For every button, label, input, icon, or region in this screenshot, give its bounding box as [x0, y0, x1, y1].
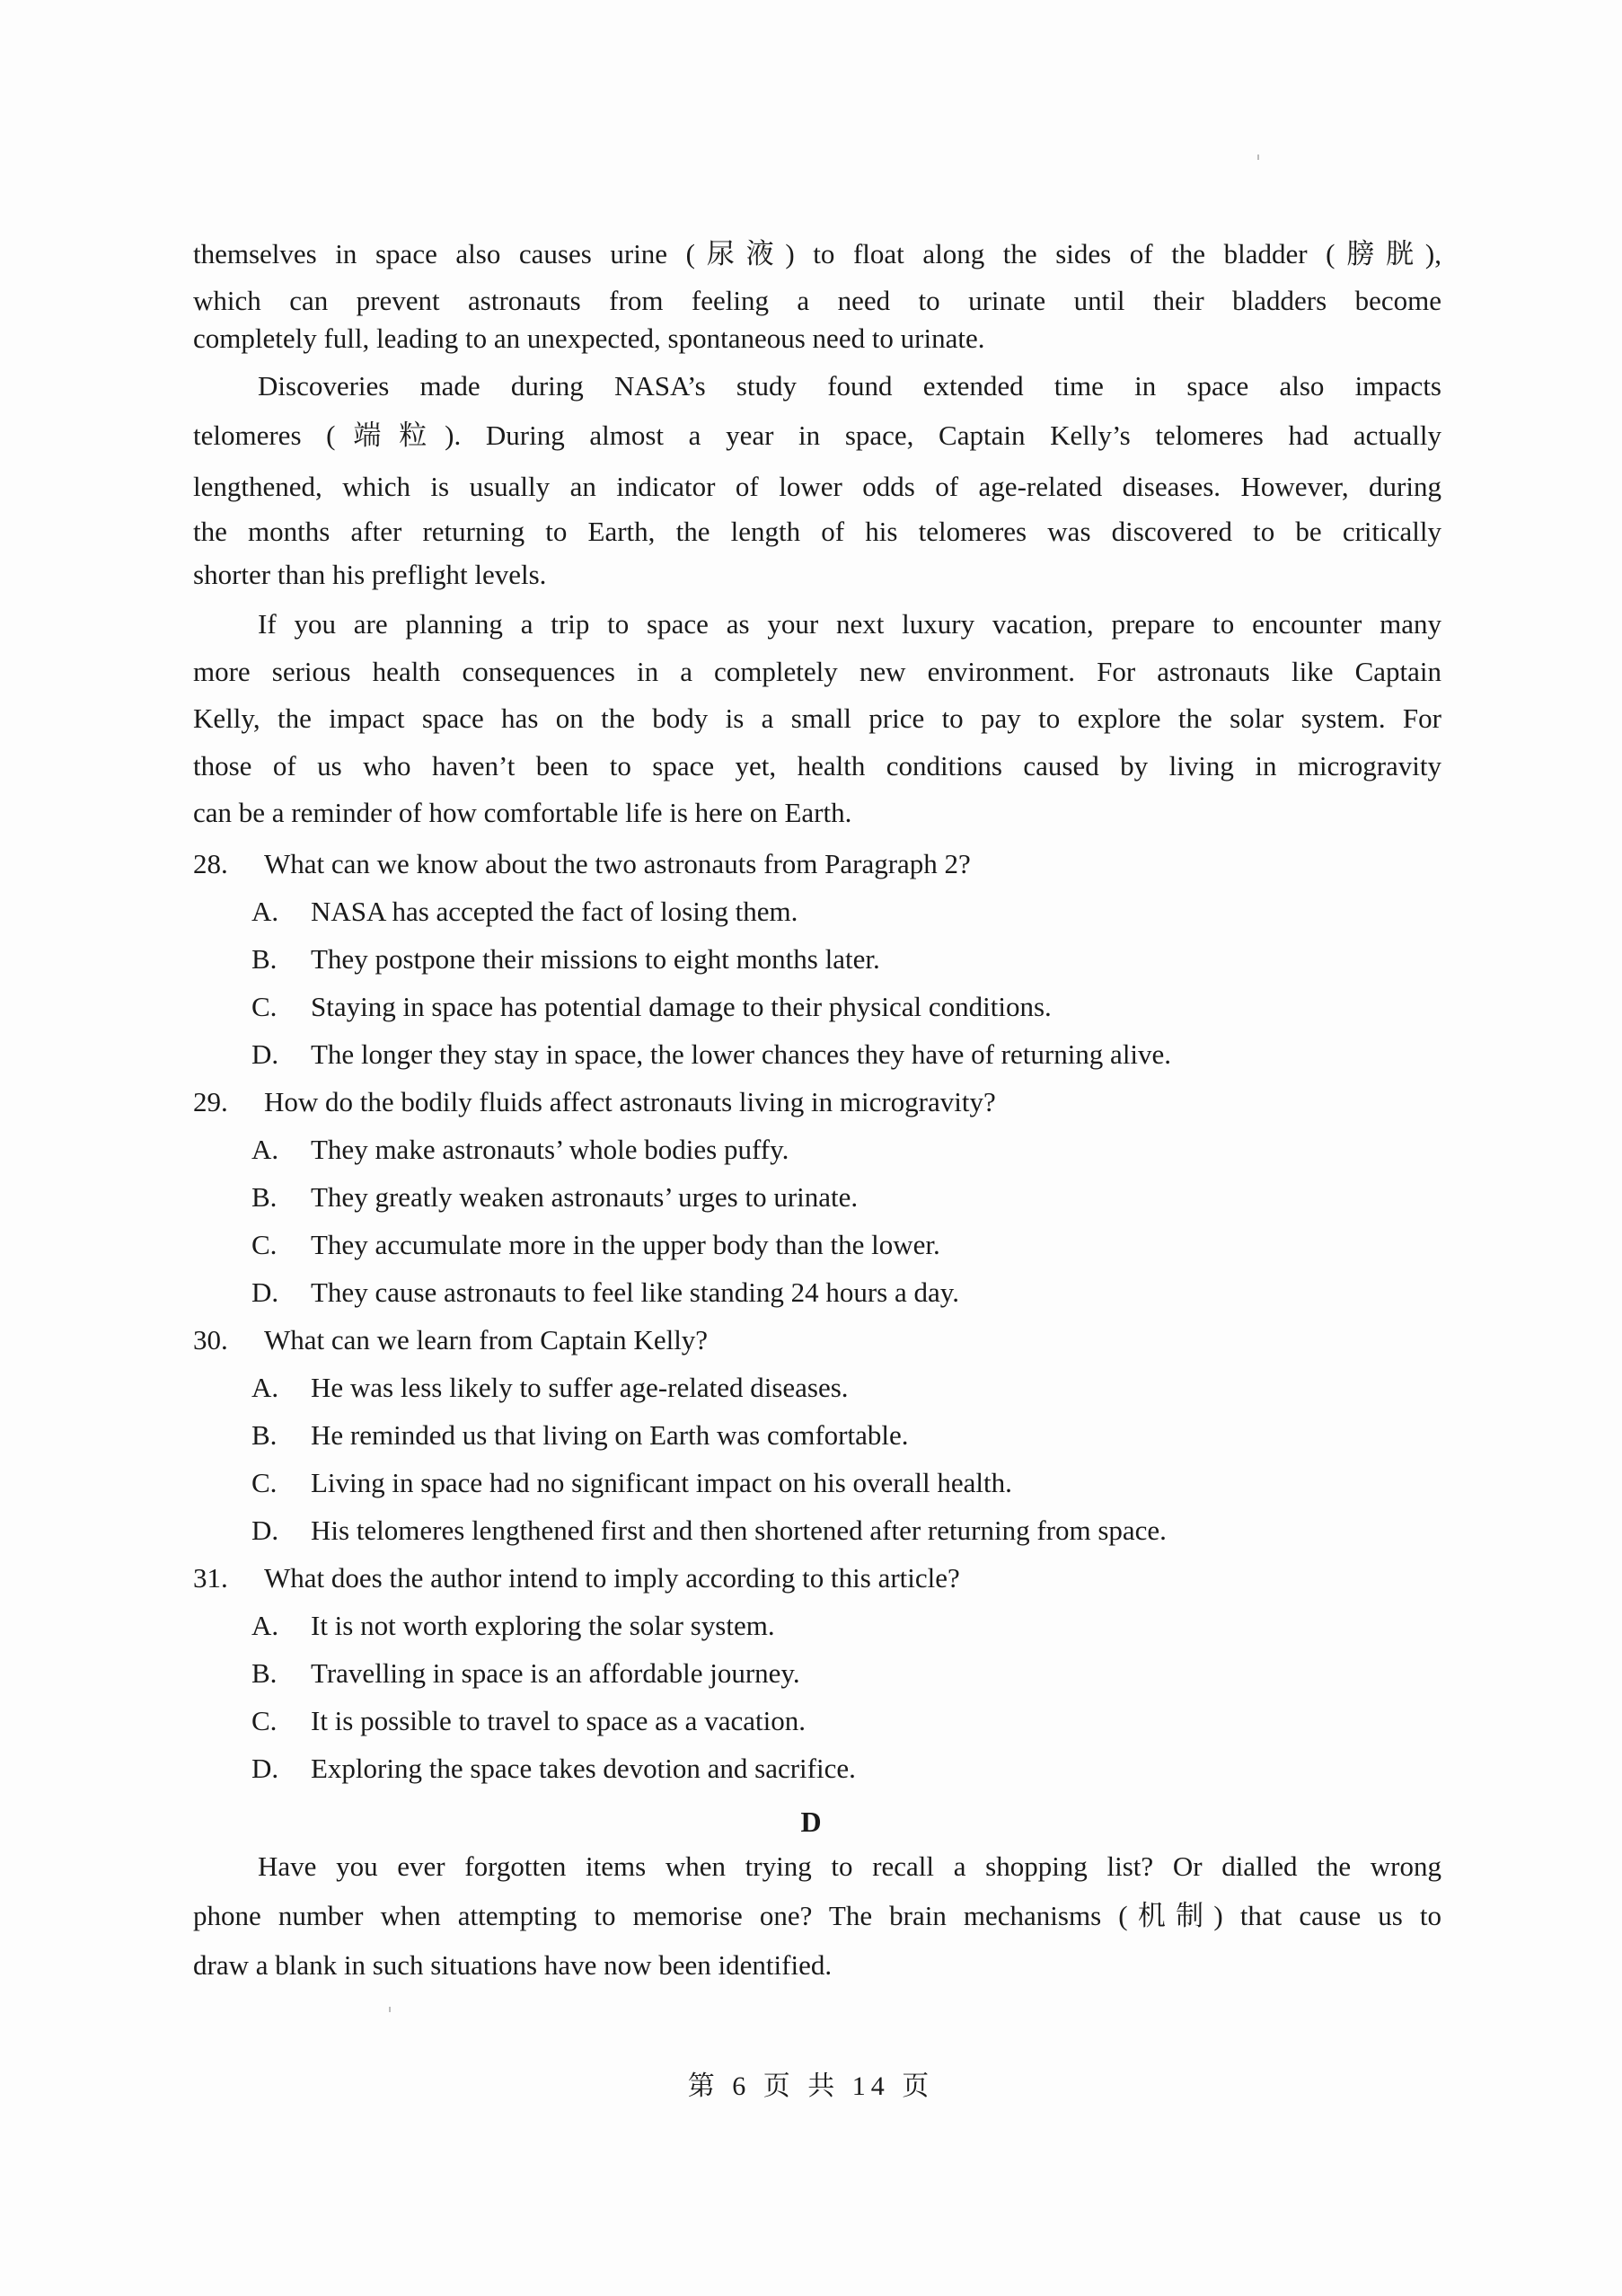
option-text: Travelling in space is an affordable journey. [311, 1657, 800, 1689]
option-letter: C. [251, 1467, 278, 1498]
option-letter: A. [251, 1134, 279, 1165]
option-letter: A. [251, 896, 279, 927]
option-text: Living in space had no significant impact on his overall health. [311, 1467, 1012, 1498]
option-text: The longer they stay in space, the lower chances they have of returning alive. [311, 1038, 1172, 1070]
passage-c-p2-line-2: telomeres (端粒). During almost a year in space, Captain Kelly’s telomeres had actually [193, 419, 1441, 451]
passage-c-p1-line-1: themselves in space also causes urine (尿液) to float along the sides of the bladder (膀胱), [193, 238, 1441, 269]
option-letter: C. [251, 991, 278, 1022]
passage-c-p2-line-3: lengthened, which is usually an indicator of lower odds of age-related diseases. However, during [193, 471, 1441, 502]
option-letter: D. [251, 1514, 279, 1546]
option-letter: A. [251, 1372, 279, 1403]
passage-d-p1-line-1: Have you ever forgotten items when trying to recall a shopping list? Or dialled the wrong [258, 1850, 1441, 1882]
question-text: What does the author intend to imply according to this article? [264, 1562, 960, 1594]
option-letter: B. [251, 1657, 278, 1689]
passage-c-p3-line-2: more serious health consequences in a completely new environment. For astronauts like Captain [193, 656, 1441, 687]
question-number: 28. [193, 848, 228, 879]
option-letter: D. [251, 1753, 279, 1784]
option-letter: C. [251, 1705, 278, 1736]
option-letter: C. [251, 1229, 278, 1260]
option-letter: A. [251, 1610, 279, 1641]
option-text: They accumulate more in the upper body than the lower. [311, 1229, 940, 1260]
passage-c-p3-line-5: can be a reminder of how comfortable life is here on Earth. [193, 797, 852, 828]
question-number: 30. [193, 1324, 228, 1356]
passage-d-p1-line-2: phone number when attempting to memorise one? The brain mechanisms (机制) that cause us to [193, 1900, 1441, 1931]
option-letter: B. [251, 943, 278, 975]
question-text: What can we learn from Captain Kelly? [264, 1324, 709, 1356]
passage-c-p3-line-3: Kelly, the impact space has on the body is a small price to pay to explore the solar system. For [193, 702, 1441, 734]
option-letter: D. [251, 1276, 279, 1308]
option-letter: B. [251, 1419, 278, 1451]
option-text: They greatly weaken astronauts’ urges to urinate. [311, 1181, 859, 1213]
option-text: It is not worth exploring the solar system. [311, 1610, 775, 1641]
question-number: 29. [193, 1086, 228, 1117]
passage-c-p1-line-2: which can prevent astronauts from feeling a need to urinate until their bladders become [193, 285, 1441, 316]
option-text: They make astronauts’ whole bodies puffy. [311, 1134, 789, 1165]
page-number-footer: 第 6 页 共 14 页 [687, 2071, 935, 2101]
option-text: He reminded us that living on Earth was comfortable. [311, 1419, 909, 1451]
question-text: What can we know about the two astronauts from Paragraph 2? [264, 848, 971, 879]
scan-mark [389, 2007, 391, 2012]
passage-c-p2-line-1: Discoveries made during NASA’s study found extended time in space also impacts [258, 370, 1441, 402]
question-text: How do the bodily fluids affect astronauts living in microgravity? [264, 1086, 996, 1117]
option-text: They cause astronauts to feel like standing 24 hours a day. [311, 1276, 959, 1308]
passage-c-p1-line-3: completely full, leading to an unexpected, spontaneous need to urinate. [193, 322, 985, 354]
option-text: NASA has accepted the fact of losing them. [311, 896, 798, 927]
passage-d-heading: D [800, 1806, 822, 1838]
option-text: Exploring the space takes devotion and sacrifice. [311, 1753, 856, 1784]
passage-d-p1-line-3: draw a blank in such situations have now been identified. [193, 1949, 833, 1981]
passage-c-p3-line-1: If you are planning a trip to space as your next luxury vacation, prepare to encounter many [258, 608, 1441, 640]
option-text: They postpone their missions to eight months later. [311, 943, 880, 975]
question-number: 31. [193, 1562, 228, 1594]
option-text: He was less likely to suffer age-related diseases. [311, 1372, 849, 1403]
passage-c-p2-line-4: the months after returning to Earth, the length of his telomeres was discovered to be critically [193, 516, 1441, 547]
passage-c-p2-line-5: shorter than his preflight levels. [193, 559, 547, 590]
option-text: It is possible to travel to space as a vacation. [311, 1705, 806, 1736]
option-letter: B. [251, 1181, 278, 1213]
option-text: His telomeres lengthened first and then shortened after returning from space. [311, 1514, 1167, 1546]
option-letter: D. [251, 1038, 279, 1070]
option-text: Staying in space has potential damage to their physical conditions. [311, 991, 1052, 1022]
scan-mark [1257, 155, 1259, 160]
passage-c-p3-line-4: those of us who haven’t been to space yet, health conditions caused by living in microgravity [193, 750, 1441, 782]
